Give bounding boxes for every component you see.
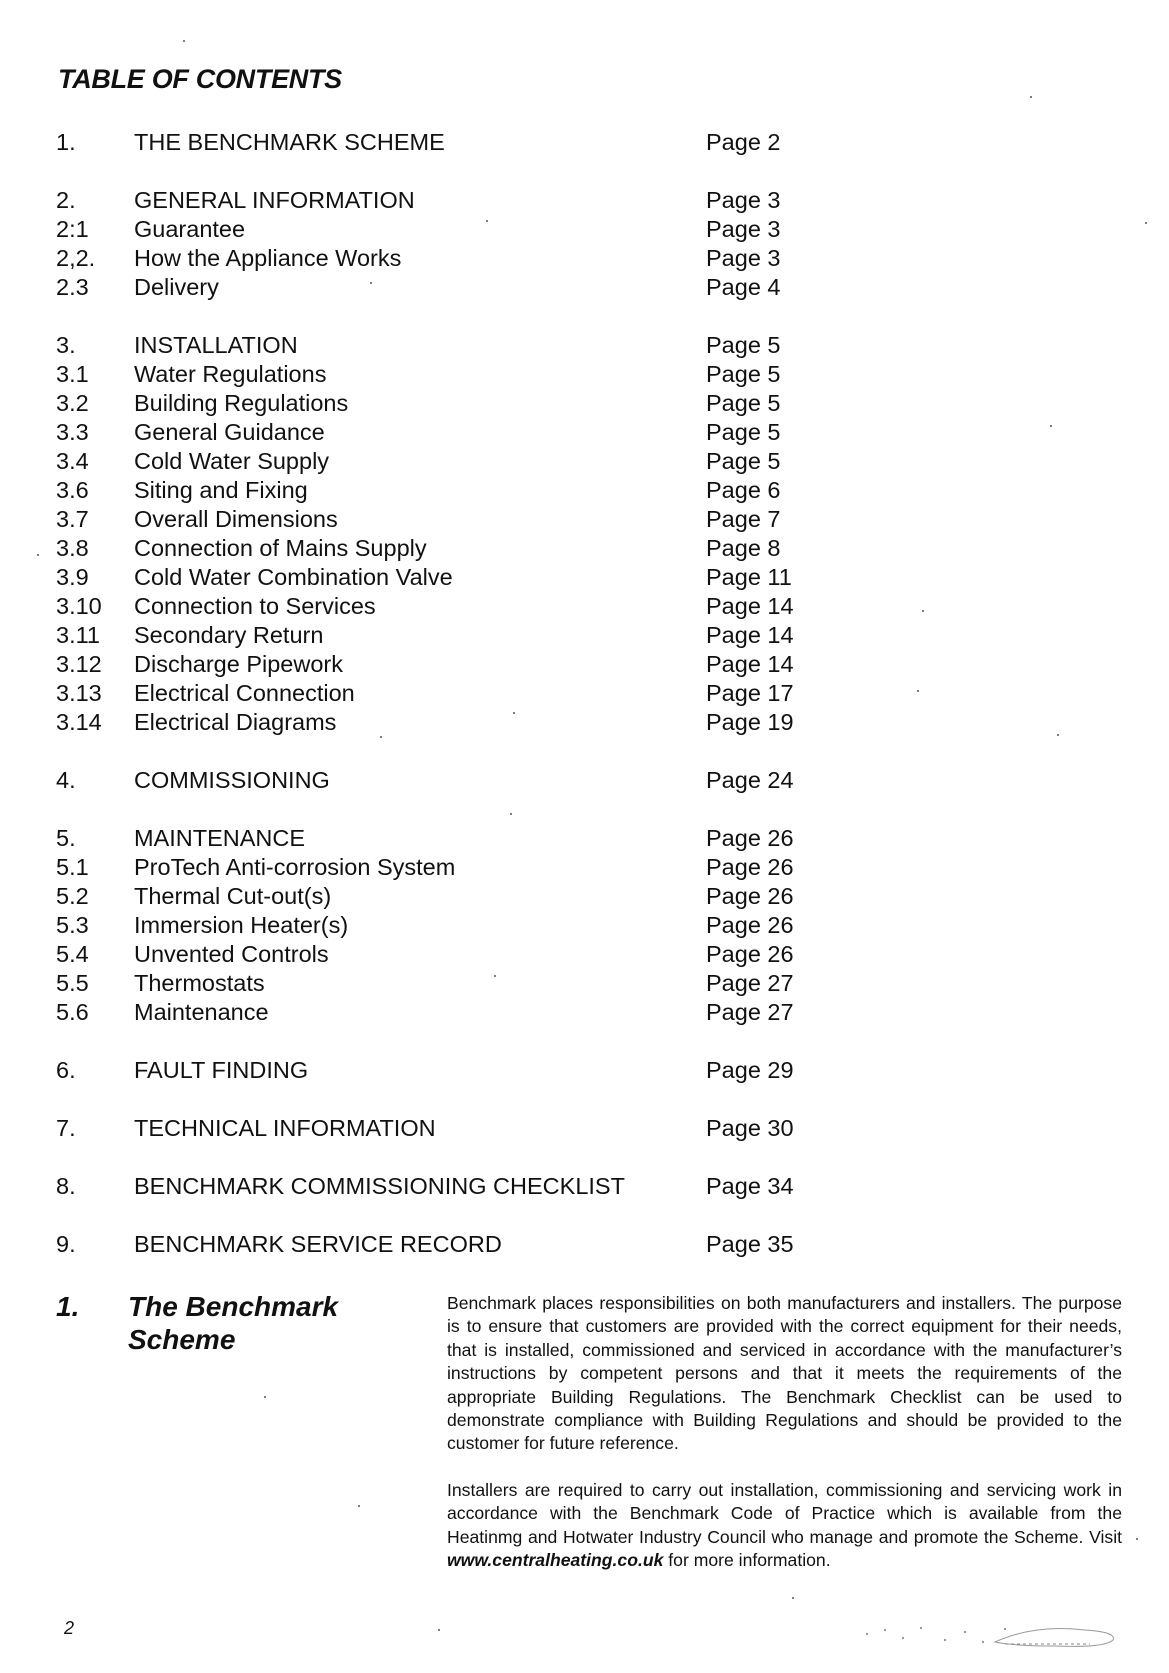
body-paragraph-1: Benchmark places responsibilities on both manufacturers and installers. The purpose is to ensure that customers are provided with the correct equipment for their needs, that is installed, commissioned and serviced in accordance with the manufacturer’s instructions by competent persons and that it meets the requirements of the appropriate Building Regulations. The Benchmark Checklist can be used to demonstrate compliance with Building Regulations and should be provided to the customer for future reference.	[447, 1293, 1122, 1454]
toc-entry-title: Siting and Fixing	[134, 477, 308, 503]
section-heading-line-2: Scheme	[128, 1324, 236, 1355]
scan-speck	[917, 690, 919, 692]
toc-entry-number: 3.14	[56, 709, 102, 735]
toc-entry-title: FAULT FINDING	[134, 1057, 309, 1083]
scan-speck	[438, 1629, 440, 1631]
toc-entry-title: GENERAL INFORMATION	[134, 187, 415, 213]
toc-entry	[56, 273, 816, 302]
toc-entry-title: INSTALLATION	[134, 332, 298, 358]
toc-entry-page: Page 2	[706, 129, 781, 155]
section-heading-line-1: The Benchmark	[128, 1291, 339, 1322]
toc-entry-number: 5.5	[56, 970, 89, 996]
toc-entry	[56, 911, 816, 940]
body-paragraph-2-text: Installers are required to carry out installation, commissioning and servicing work in accordance with the Benchmark Code of Practice which is available from the Heatinmg and Hotwater Industry Council who manage and promote the Scheme. Visit	[447, 1479, 1122, 1547]
toc-entry-title: TECHNICAL INFORMATION	[134, 1115, 436, 1141]
toc-entry-number: 3.13	[56, 680, 102, 706]
section-heading	[128, 1290, 388, 1356]
toc-entry-number: 3.7	[56, 506, 89, 532]
toc-entry-number: 3.4	[56, 448, 89, 474]
toc-entry-number: 9.	[56, 1231, 76, 1257]
toc-entry	[56, 563, 816, 592]
toc-entry-page: Page 14	[706, 593, 794, 619]
toc-entry-number: 2,2.	[56, 245, 96, 271]
toc-entry-title: Immersion Heater(s)	[134, 912, 349, 938]
toc-entry-number: 5.6	[56, 999, 89, 1025]
toc-entry-page: Page 35	[706, 1231, 794, 1257]
toc-entry-page: Page 11	[706, 564, 792, 590]
toc-entry-number: 5.2	[56, 883, 89, 909]
toc-entry-number: 5.3	[56, 912, 89, 938]
toc-entry	[56, 853, 816, 882]
toc-entry-page: Page 5	[706, 448, 781, 474]
toc-entry	[56, 360, 816, 389]
toc-entry	[56, 1172, 816, 1201]
toc-entry	[56, 215, 816, 244]
toc-entry	[56, 969, 816, 998]
toc-entry-number: 6.	[56, 1057, 76, 1083]
toc-entry-page: Page 5	[706, 332, 781, 358]
toc-entry-number: 2.3	[56, 274, 89, 300]
toc-entry-number: 3.2	[56, 390, 89, 416]
toc-entry-title: Connection of Mains Supply	[134, 535, 427, 561]
toc-entry-title: BENCHMARK COMMISSIONING CHECKLIST	[134, 1173, 625, 1199]
toc-entry-page: Page 27	[706, 999, 794, 1025]
toc-entry-number: 3.6	[56, 477, 89, 503]
toc-entry-title: ProTech Anti-corrosion System	[134, 854, 456, 880]
scan-speck	[513, 712, 515, 714]
toc-entry-title: Thermostats	[134, 970, 265, 996]
toc-entry	[56, 679, 816, 708]
toc-entry-number: 2.	[56, 187, 76, 213]
toc-entry	[56, 447, 816, 476]
toc-entry-title: THE BENCHMARK SCHEME	[134, 129, 445, 155]
toc-entry	[56, 1056, 816, 1085]
toc-entry-title: Electrical Diagrams	[134, 709, 337, 735]
toc-entry	[56, 592, 816, 621]
toc-entry-page: Page 24	[706, 767, 794, 793]
toc-entry	[56, 534, 816, 563]
toc-entry-title: How the Appliance Works	[134, 245, 402, 271]
toc-entry-title: Discharge Pipework	[134, 651, 343, 677]
page-number: 2	[64, 1618, 75, 1638]
scan-speck	[1057, 734, 1059, 736]
toc-entry-title: Cold Water Supply	[134, 448, 330, 474]
toc-entry	[56, 1230, 816, 1259]
toc-entry-page: Page 30	[706, 1115, 794, 1141]
toc-entry-number: 3.12	[56, 651, 102, 677]
toc-entry-page: Page 34	[706, 1173, 794, 1199]
toc-entry	[56, 1114, 816, 1143]
toc-entry-number: 3.3	[56, 419, 89, 445]
toc-entry-page: Page 26	[706, 825, 794, 851]
toc-entry	[56, 940, 816, 969]
toc-entry	[56, 331, 816, 360]
toc-entry	[56, 708, 816, 737]
toc-entry-title: Guarantee	[134, 216, 246, 242]
toc-entry-title: Cold Water Combination Valve	[134, 564, 453, 590]
toc-entry-number: 8.	[56, 1173, 76, 1199]
scan-speck	[1145, 222, 1147, 224]
toc-entry-title: Water Regulations	[134, 361, 327, 387]
toc-entry-title: General Guidance	[134, 419, 325, 445]
toc-entry-number: 7.	[56, 1115, 76, 1141]
scan-speck	[370, 282, 372, 284]
scan-speck	[264, 1396, 266, 1398]
toc-entry	[56, 244, 816, 273]
scan-speck	[1050, 425, 1052, 427]
toc-entry-title: Building Regulations	[134, 390, 349, 416]
toc-entry-number: 1.	[56, 129, 76, 155]
scan-speck	[183, 40, 185, 42]
scan-speck	[922, 610, 924, 612]
scan-speck	[792, 1597, 794, 1599]
toc-entry	[56, 824, 816, 853]
toc-entry-page: Page 3	[706, 216, 781, 242]
toc-entry-number: 3.	[56, 332, 76, 358]
website-link[interactable]: www.centralheating.co.uk	[447, 1550, 664, 1571]
toc-entry-title: BENCHMARK SERVICE RECORD	[134, 1231, 502, 1257]
toc-entry-number: 3.9	[56, 564, 89, 590]
toc-entry-page: Page 17	[706, 680, 794, 706]
toc-entry-page: Page 19	[706, 709, 794, 735]
toc-entry-page: Page 6	[706, 477, 781, 503]
section-number: 1.	[56, 1291, 80, 1322]
scan-speck	[1030, 96, 1032, 98]
toc-entry-number: 4.	[56, 767, 76, 793]
toc-entry-title: Electrical Connection	[134, 680, 355, 706]
toc-entry-number: 3.1	[56, 361, 89, 387]
toc-entry	[56, 998, 816, 1027]
toc-entry-number: 3.10	[56, 593, 102, 619]
toc-entry-title: Secondary Return	[134, 622, 324, 648]
toc-entry-number: 5.	[56, 825, 76, 851]
toc-entry-page: Page 27	[706, 970, 794, 996]
body-paragraph-2	[447, 1479, 1122, 1573]
toc-entry	[56, 389, 816, 418]
toc-entry-page: Page 26	[706, 941, 794, 967]
toc-entry-title: Connection to Services	[134, 593, 376, 619]
toc-entry-title: Unvented Controls	[134, 941, 329, 967]
toc-entry-number: 2:1	[56, 216, 89, 242]
toc-entry	[56, 476, 816, 505]
toc-entry-title: Thermal Cut-out(s)	[134, 883, 332, 909]
toc-entry-page: Page 29	[706, 1057, 794, 1083]
scan-smudge	[855, 1620, 1125, 1650]
toc-entry-page: Page 3	[706, 245, 781, 271]
toc-entry	[56, 128, 816, 157]
toc-heading: TABLE OF CONTENTS	[58, 64, 342, 94]
toc-entry-title: COMMISSIONING	[134, 767, 330, 793]
body-paragraph-2-tail: for more information.	[663, 1550, 831, 1571]
section-body	[447, 1292, 1122, 1595]
toc-entry-page: Page 14	[706, 651, 794, 677]
toc-entry-number: 5.1	[56, 854, 89, 880]
toc-list	[56, 128, 816, 1259]
toc-entry-number: 3.8	[56, 535, 89, 561]
toc-entry-page: Page 5	[706, 390, 781, 416]
toc-entry-title: Delivery	[134, 274, 219, 300]
toc-entry	[56, 621, 816, 650]
toc-entry-page: Page 26	[706, 854, 794, 880]
scan-speck	[1136, 1538, 1138, 1540]
toc-entry	[56, 766, 816, 795]
toc-entry-page: Page 4	[706, 274, 781, 300]
toc-entry-page: Page 3	[706, 187, 781, 213]
toc-entry-page: Page 5	[706, 361, 781, 387]
toc-entry	[56, 650, 816, 679]
toc-entry	[56, 882, 816, 911]
scan-speck	[510, 813, 512, 815]
toc-entry-number: 5.4	[56, 941, 89, 967]
toc-entry-number: 3.11	[56, 622, 100, 648]
toc-entry-page: Page 7	[706, 506, 781, 532]
toc-entry-title: MAINTENANCE	[134, 825, 306, 851]
toc-entry-page: Page 14	[706, 622, 794, 648]
toc-entry-page: Page 26	[706, 883, 794, 909]
scan-speck	[494, 975, 496, 977]
toc-entry-title: Maintenance	[134, 999, 269, 1025]
scan-speck	[37, 554, 39, 556]
scan-speck	[380, 736, 382, 738]
toc-entry-page: Page 26	[706, 912, 794, 938]
toc-entry-title: Overall Dimensions	[134, 506, 338, 532]
toc-entry-page: Page 5	[706, 419, 781, 445]
scan-speck	[358, 1505, 360, 1507]
scan-speck	[486, 220, 488, 222]
toc-entry	[56, 418, 816, 447]
toc-entry-page: Page 8	[706, 535, 781, 561]
toc-entry	[56, 505, 816, 534]
toc-entry	[56, 186, 816, 215]
